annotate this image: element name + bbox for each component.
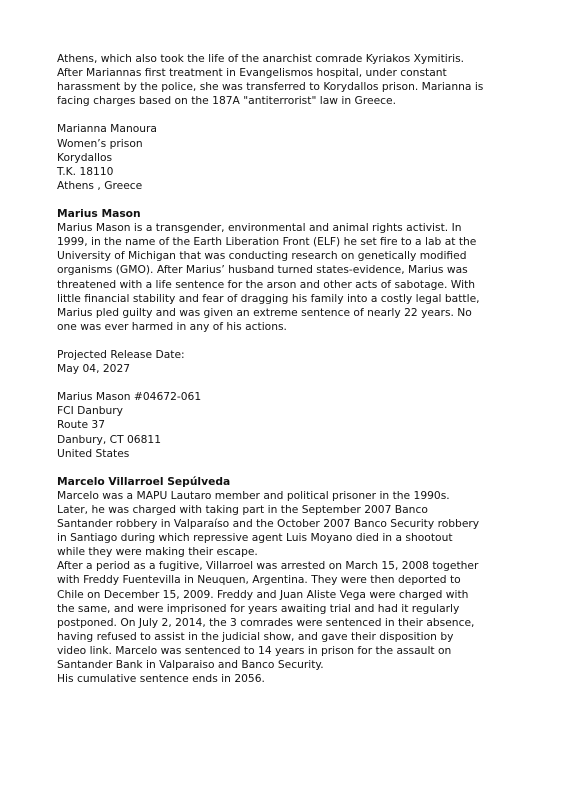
manoura-address [57,122,517,192]
spacer [57,108,517,122]
text-line: threatened with a life sentence for the arson and other acts of sabotage. With [57,277,476,291]
address-line: Women’s prison [57,136,143,150]
address-line: Korydallos [57,150,113,164]
text-line: Chile on December 15, 2009. Freddy and Juan Aliste Vega were charged with [57,587,469,601]
villarroel-bio [57,489,517,686]
release-label: Projected Release Date: [57,347,185,361]
text-line: one was ever harmed in any of his actions. [57,319,287,333]
text-line: video link. Marcelo was sentenced to 14 years in prison for the assault on [57,643,452,657]
mason-release [57,348,517,376]
mason-address [57,390,517,460]
text-line: Marius Mason is a transgender, environmental and animal rights activist. In [57,221,462,235]
text-line: the same, and were imprisoned for years awaiting trial and had it regularly [57,601,460,615]
document-page [57,52,517,686]
text-line: His cumulative sentence ends in 2056. [57,672,265,686]
text-line: having refused to assist in the judicial show, and gave their disposition by [57,629,454,643]
text-line: After Mariannas first treatment in Evangelismos hospital, under constant [57,66,447,80]
address-line: T.K. 18110 [57,164,114,178]
text-line: After a period as a fugitive, Villarroel was arrested on March 15, 2008 together [57,559,479,573]
address-line: FCI Danbury [57,404,123,418]
address-line: Marius Mason #04672-061 [57,390,202,404]
intro-paragraph [57,52,517,108]
text-line: Athens, which also took the life of the anarchist comrade Kyriakos Xymitiris. [57,52,465,65]
mason-heading: Marius Mason [57,207,141,221]
spacer [57,461,517,475]
text-line: Santander Bank in Valparaiso and Banco Security. [57,658,324,672]
text-line: organisms (GMO). After Marius’ husband turned states-evidence, Marius was [57,263,468,277]
address-line: Marianna Manoura [57,122,157,136]
text-line: 1999, in the name of the Earth Liberation Front (ELF) he set fire to a lab at the [57,235,477,249]
text-line: postponed. On July 2, 2014, the 3 comrades were sentenced in their absence, [57,615,475,629]
text-line: with Freddy Fuentevilla in Neuquen, Argentina. They were then deported to [57,573,461,587]
address-line: United States [57,446,130,460]
release-date: May 04, 2027 [57,362,131,376]
text-line: in Santiago during which repressive agent Luis Moyano died in a shootout [57,531,453,545]
spacer [57,193,517,207]
text-line: while they were making their escape. [57,545,258,559]
spacer [57,334,517,348]
text-line: Marcelo was a MAPU Lautaro member and political prisoner in the 1990s. [57,488,450,502]
address-line: Danbury, CT 06811 [57,432,162,446]
text-line: Santander robbery in Valparaíso and the October 2007 Banco Security robbery [57,517,480,531]
text-line: Later, he was charged with taking part in the September 2007 Banco [57,503,428,516]
mason-bio [57,221,517,334]
address-line: Route 37 [57,418,106,432]
address-line: Athens , Greece [57,178,143,192]
text-line: facing charges based on the 187A "antiterrorist" law in Greece. [57,94,396,108]
villarroel-heading: Marcelo Villarroel Sepúlveda [57,474,231,488]
text-line: University of Michigan that was conducting research on genetically modified [57,249,467,263]
text-line: harassment by the police, she was transferred to Korydallos prison. Marianna is [57,80,484,94]
text-line: Marius pled guilty and was given an extreme sentence of nearly 22 years. No [57,305,472,319]
spacer [57,376,517,390]
text-line: little financial stability and fear of dragging his family into a costly legal battle, [57,291,480,305]
